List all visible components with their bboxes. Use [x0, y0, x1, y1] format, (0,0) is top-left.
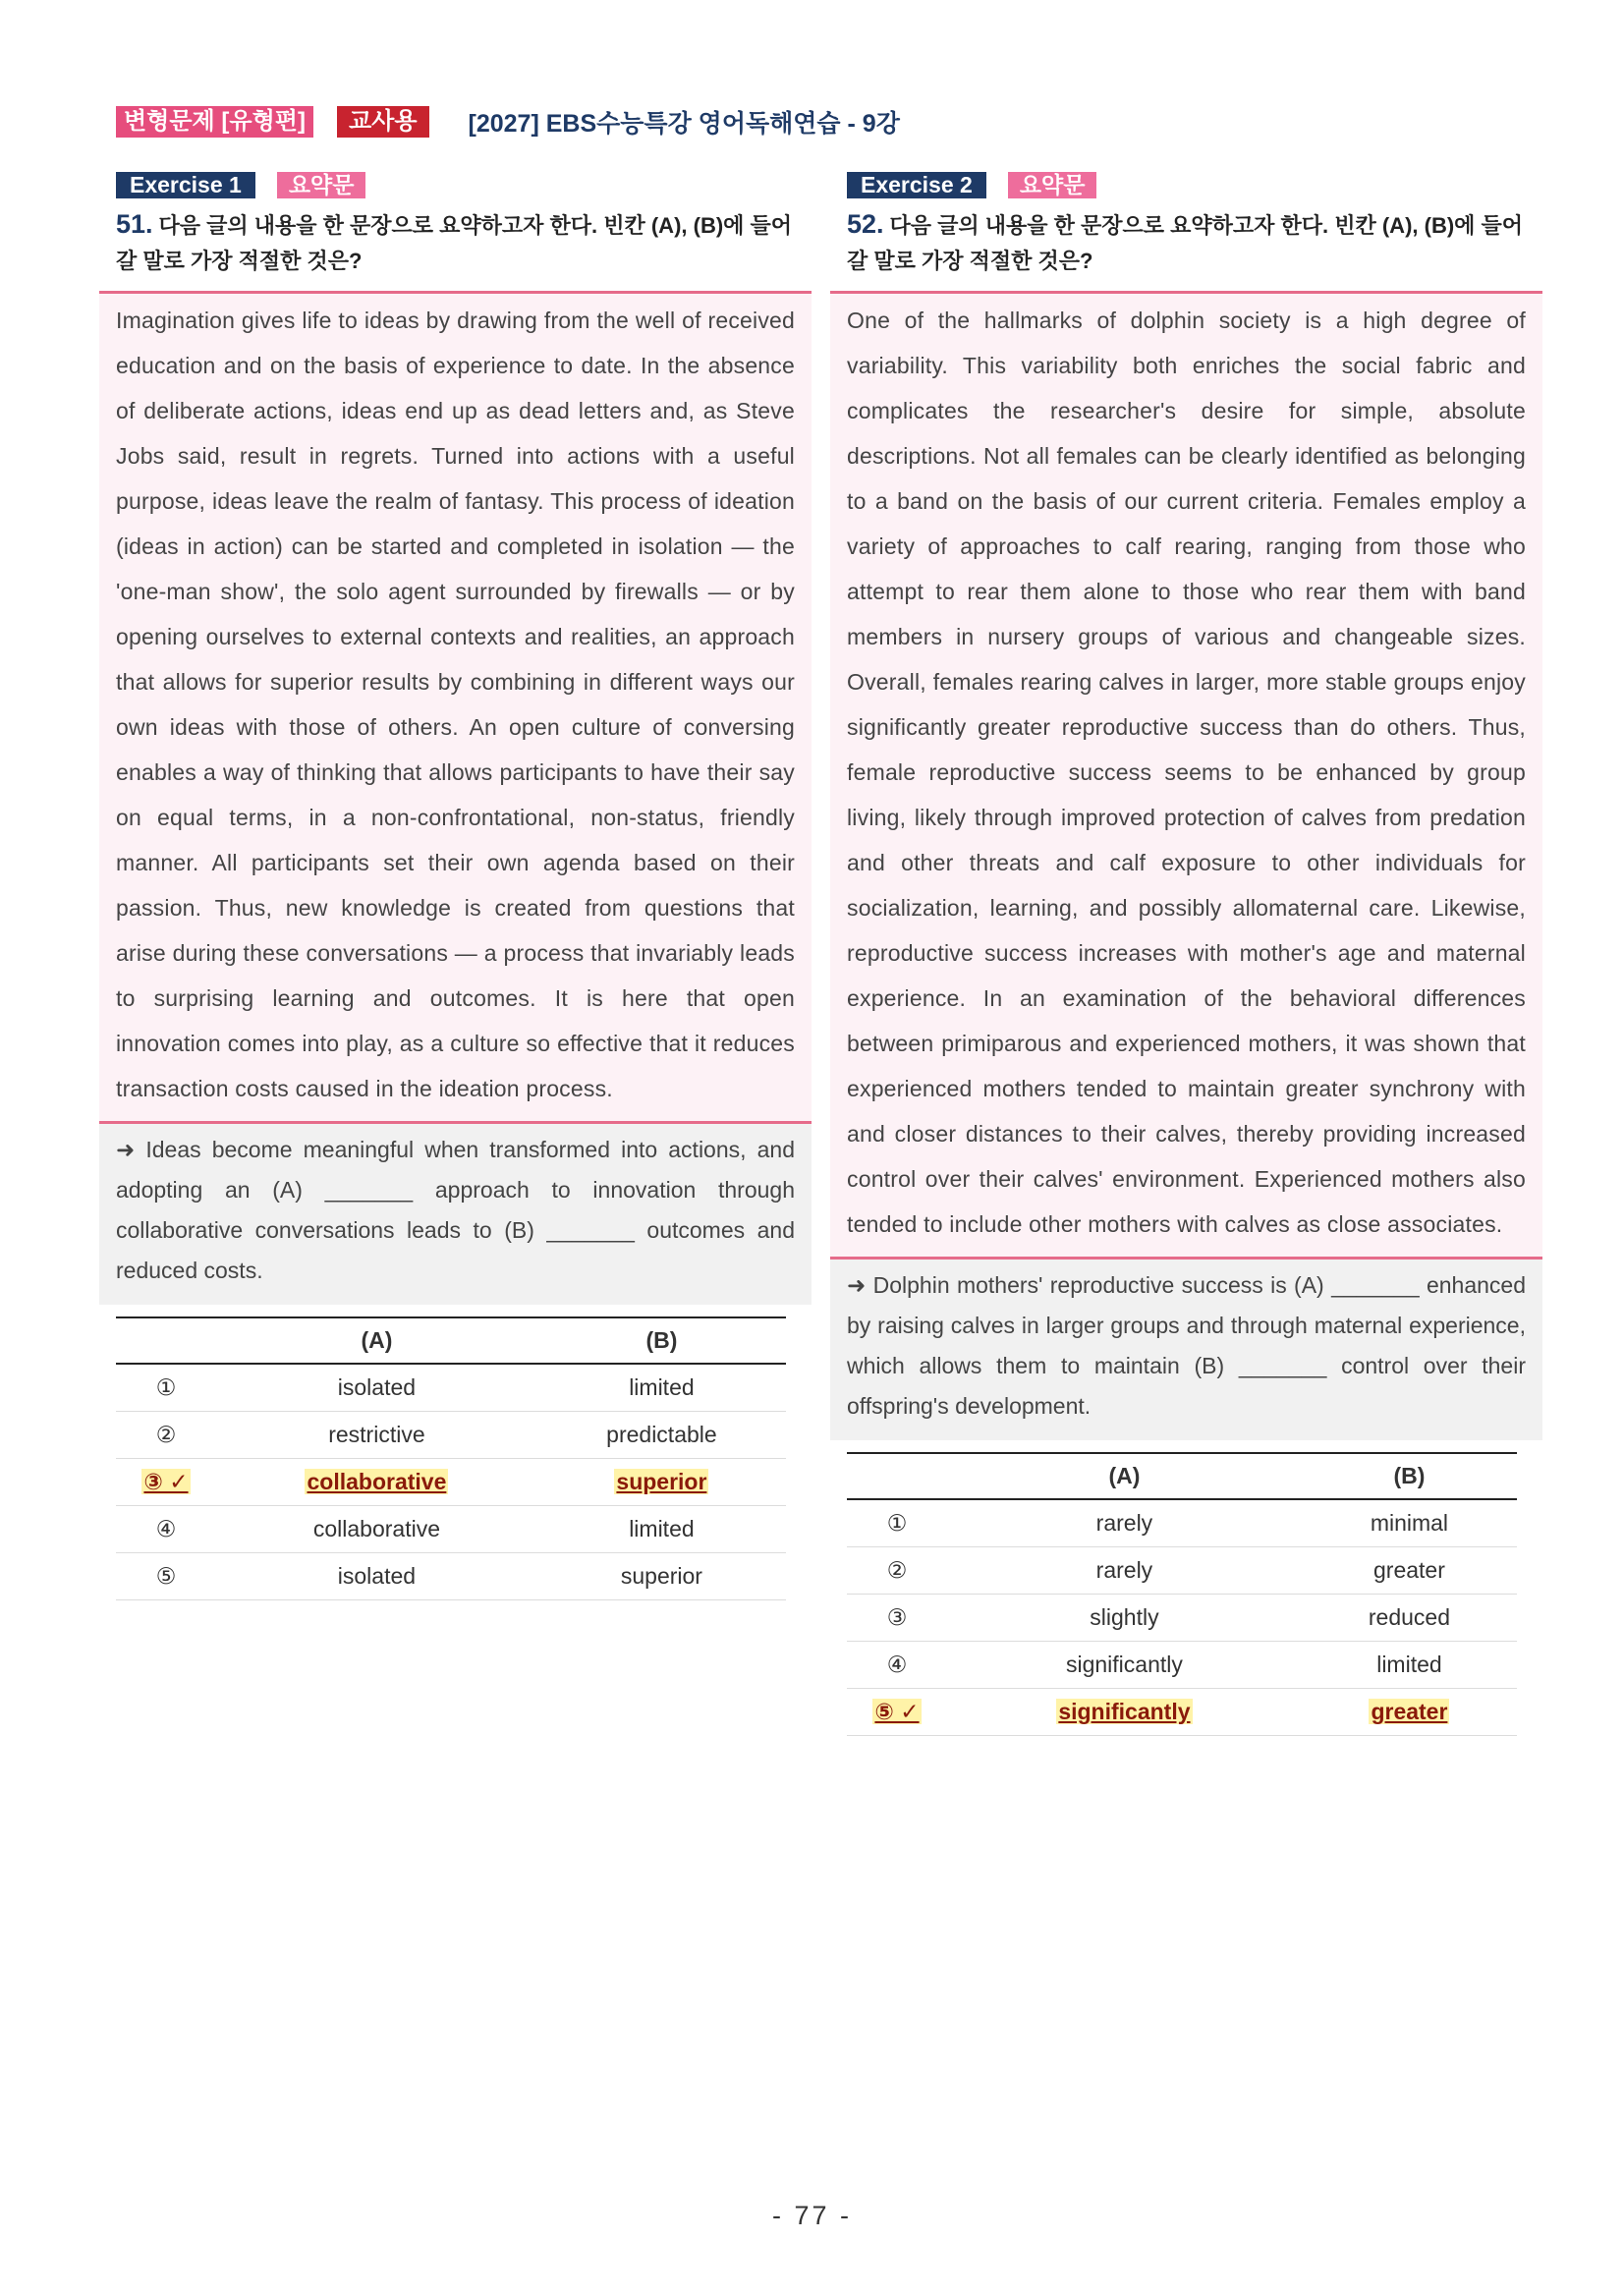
question-text [847, 206, 1525, 277]
type-tag: 변형문제 [유형편] [116, 106, 313, 138]
option-b: reduced [1302, 1595, 1517, 1642]
exercise-1-column [99, 171, 812, 1600]
option-number: ④ [116, 1506, 216, 1553]
option-row[interactable] [847, 1547, 1517, 1595]
option-a: isolated [216, 1364, 537, 1412]
passage: One of the hallmarks of dolphin society is a high degree of variability. This variability both enriches the social fabric and complicates the researcher's desire for simple, absolute descriptions. Not all females can be clearly identified as belonging to a band on the basis of our current criteria. Females employ a variety of approaches to calf rearing, ranging from those who attempt to rear them alone to those who rear them with band members in nursery groups of various and changeable sizes. Overall, females rearing calves in larger, more stable groups enjoy significantly greater reproductive success than do others. Thus, female reproductive success seems to be enhanced by group living, likely through improved protection of calves from predation and other threats and calf exposure to other individuals for socialization, learning, and possibly allomaternal care. Likewise, reproductive success increases with mother's age and maternal experience. In an examination of the behavioral differences between primiparous and experienced mothers, it was shown that experienced mothers tended to maintain greater synchrony with and closer distances to their calves, thereby providing increased control over their calves' environment. Experienced mothers also tended to include other mothers with calves as close associates. [830, 291, 1542, 1260]
option-b: limited [1302, 1642, 1517, 1689]
exercise-type-tag: 요약문 [1008, 172, 1097, 198]
page-title: [2027] EBS수능특강 영어독해연습 - 9강 [468, 110, 900, 138]
option-row[interactable] [116, 1412, 786, 1459]
exercise-2-column [830, 171, 1542, 1736]
option-row[interactable] [847, 1642, 1517, 1689]
column-header-a: (A) [947, 1453, 1302, 1499]
option-b: limited [537, 1364, 786, 1412]
column-header-b: (B) [537, 1317, 786, 1364]
option-a: rarely [947, 1547, 1302, 1595]
option-b: superior [537, 1553, 786, 1600]
option-number: ① [847, 1499, 947, 1547]
option-number: ① [116, 1364, 216, 1412]
option-a: collaborative [216, 1459, 537, 1506]
option-number: ④ [847, 1642, 947, 1689]
option-number: ③ [847, 1595, 947, 1642]
option-row[interactable] [847, 1595, 1517, 1642]
option-row[interactable] [847, 1499, 1517, 1547]
option-a: isolated [216, 1553, 537, 1600]
option-b: limited [537, 1506, 786, 1553]
exercise-label: Exercise 1 [116, 172, 255, 198]
exercise-type-tag: 요약문 [277, 172, 366, 198]
options-table [847, 1452, 1517, 1736]
question-number: 51. [116, 209, 153, 239]
option-number: ② [116, 1412, 216, 1459]
option-a: restrictive [216, 1412, 537, 1459]
summary-sentence: ➜ Ideas become meaningful when transformed into actions, and adopting an (A) _______ approach to innovation through collaborative conversations leads to (B) _______ outcomes and reduced costs. [99, 1124, 812, 1305]
option-a: collaborative [216, 1506, 537, 1553]
option-number: ② [847, 1547, 947, 1595]
question-number: 52. [847, 209, 884, 239]
option-row-correct[interactable] [847, 1689, 1517, 1736]
summary-sentence: ➜ Dolphin mothers' reproductive success is (A) _______ enhanced by raising calves in larger groups and through maternal experience, which allows them to maintain (B) _______ control over their offspring's development. [830, 1260, 1542, 1440]
option-b: predictable [537, 1412, 786, 1459]
option-b: superior [537, 1459, 786, 1506]
option-row-correct[interactable] [116, 1459, 786, 1506]
column-header-a: (A) [216, 1317, 537, 1364]
option-a: significantly [947, 1689, 1302, 1736]
option-number: ⑤ ✓ [847, 1689, 947, 1736]
option-b: greater [1302, 1689, 1517, 1736]
question-prompt: 다음 글의 내용을 한 문장으로 요약하고자 한다. 빈칸 (A), (B)에 들어갈 말로 가장 적절한 것은? [847, 213, 1524, 273]
option-a: slightly [947, 1595, 1302, 1642]
option-b: greater [1302, 1547, 1517, 1595]
page-header [116, 102, 900, 141]
option-row[interactable] [116, 1553, 786, 1600]
option-number: ⑤ [116, 1553, 216, 1600]
question-prompt: 다음 글의 내용을 한 문장으로 요약하고자 한다. 빈칸 (A), (B)에 들어갈 말로 가장 적절한 것은? [116, 213, 793, 273]
exercise-label: Exercise 2 [847, 172, 986, 198]
page-number: - 77 - [771, 2201, 853, 2230]
option-row[interactable] [116, 1506, 786, 1553]
question-text [116, 206, 794, 277]
option-a: significantly [947, 1642, 1302, 1689]
column-header-b: (B) [1302, 1453, 1517, 1499]
options-table [116, 1316, 786, 1600]
option-b: minimal [1302, 1499, 1517, 1547]
option-a: rarely [947, 1499, 1302, 1547]
option-number: ③ ✓ [116, 1459, 216, 1506]
passage: Imagination gives life to ideas by drawing from the well of received education and on the basis of experience to date. In the absence of deliberate actions, ideas end up as dead letters and, as Steve Jobs said, result in regrets. Turned into actions with a useful purpose, ideas leave the realm of fantasy. This process of ideation (ideas in action) can be started and completed in isolation — the 'one-man show', the solo agent surrounded by firewalls — or by opening ourselves to external contexts and realities, an approach that allows for superior results by combining in different ways our own ideas with those of others. An open culture of conversing enables a way of thinking that allows participants to have their say on equal terms, in a non-confrontational, non-status, friendly manner. All participants set their own agenda based on their passion. Thus, new knowledge is created from questions that arise during these conversations — a process that invariably leads to surprising learning and outcomes. It is here that open innovation comes into play, as a culture so effective that it reduces transaction costs caused in the ideation process. [99, 291, 812, 1124]
option-row[interactable] [116, 1364, 786, 1412]
teacher-tag: 교사용 [337, 106, 429, 138]
